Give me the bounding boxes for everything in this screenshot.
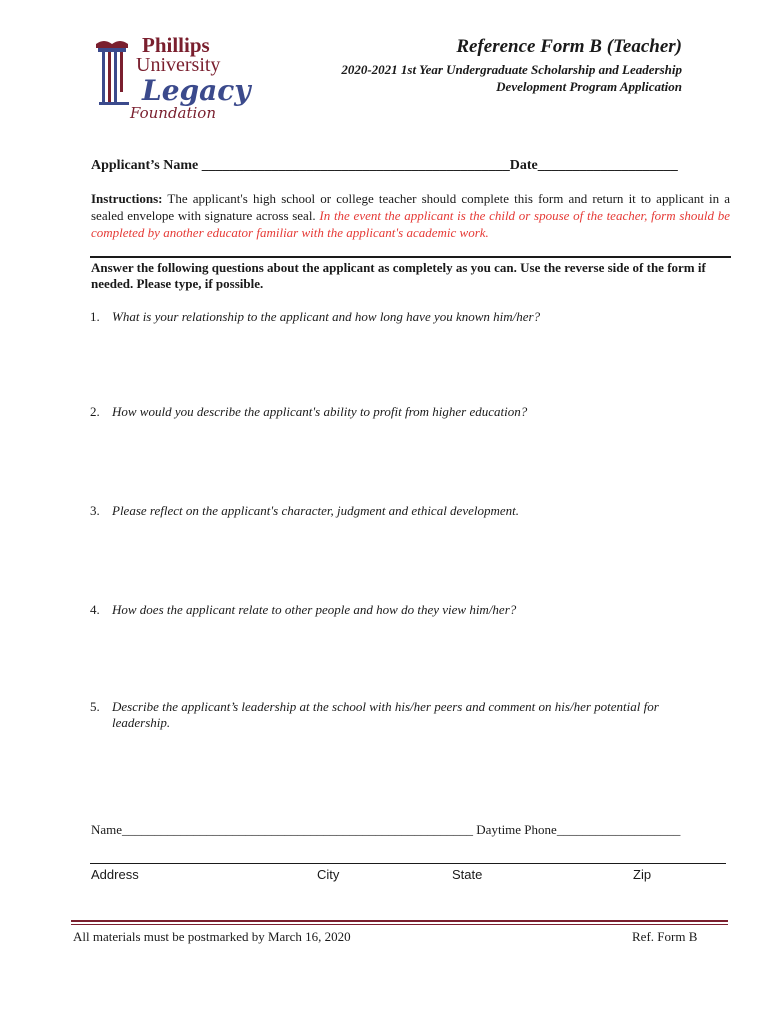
question-text: How would you describe the applicant's ability to profit from higher education? (112, 404, 528, 419)
column-icon (96, 41, 129, 105)
section-divider (90, 256, 731, 258)
phone-field[interactable]: ___________________ (556, 822, 681, 837)
footer-rule (71, 920, 728, 922)
logo-foundation: Foundation (130, 104, 217, 122)
question-text: Please reflect on the applicant's character, judgment and ethical development. (112, 503, 519, 518)
question-number: 1. (90, 309, 100, 324)
subtitle-line-1: 2020-2021 1st Year Undergraduate Scholarship and Leadership (341, 62, 682, 77)
question-3 (90, 503, 690, 519)
foundation-logo (90, 33, 251, 122)
logo-university: University (136, 54, 221, 76)
instructions-label: Instructions: (91, 191, 163, 206)
logo-legacy: Legacy (142, 74, 251, 107)
zip-label: Zip (633, 867, 652, 882)
question-number: 4. (90, 602, 100, 617)
address-label: Address (91, 867, 139, 882)
date-label: Date (509, 158, 538, 173)
form-subtitle (242, 61, 682, 95)
logo-phillips: Phillips (142, 33, 210, 57)
question-5 (90, 699, 690, 731)
question-number: 2. (90, 404, 100, 419)
postmark-deadline: All materials must be postmarked by March 16, 2020 (73, 929, 351, 944)
question-text: Describe the applicant’s leadership at the school with his/her peers and comment on his/her potential for leadership. (112, 699, 659, 730)
answer-directions: Answer the following questions about the applicant as completely as you can. Use the reverse side of the form if needed. Please type, if possible. (91, 260, 706, 291)
question-number: 5. (90, 699, 100, 714)
instructions-warning: In the event the applicant is the child or spouse of the teacher, form should be completed by another educator familiar with the applicant's academic work. (91, 208, 730, 240)
applicant-name-row (91, 158, 678, 174)
contact-name-row (91, 822, 680, 838)
city-label: City (317, 867, 340, 882)
footer-rule-thin (71, 924, 728, 925)
form-reference: Ref. Form B (632, 929, 698, 944)
instructions (91, 190, 730, 241)
form-title: Reference Form B (Teacher) (456, 36, 682, 57)
applicant-name-label: Applicant’s Name (91, 158, 199, 173)
question-text: How does the applicant relate to other people and how do they view him/her? (112, 602, 517, 617)
question-4 (90, 602, 690, 618)
name-label: Name (91, 822, 123, 837)
applicant-name-field[interactable]: ____________________________________________ (201, 158, 510, 173)
date-field[interactable]: ____________________ (537, 158, 678, 173)
question-1 (90, 309, 690, 325)
question-text: What is your relationship to the applicant and how long have you known him/her? (112, 309, 541, 324)
phone-label: Daytime Phone (473, 822, 557, 837)
question-number: 3. (90, 503, 100, 518)
name-field[interactable]: ______________________________________________________ (122, 822, 474, 837)
address-field[interactable] (90, 863, 726, 864)
instructions-text: The applicant's high school or college teacher should complete this form and return it to applicant in a sealed envelope with signature across seal. (91, 191, 730, 223)
question-2 (90, 404, 690, 420)
subtitle-line-2: Development Program Application (496, 79, 682, 94)
state-label: State (452, 867, 483, 882)
